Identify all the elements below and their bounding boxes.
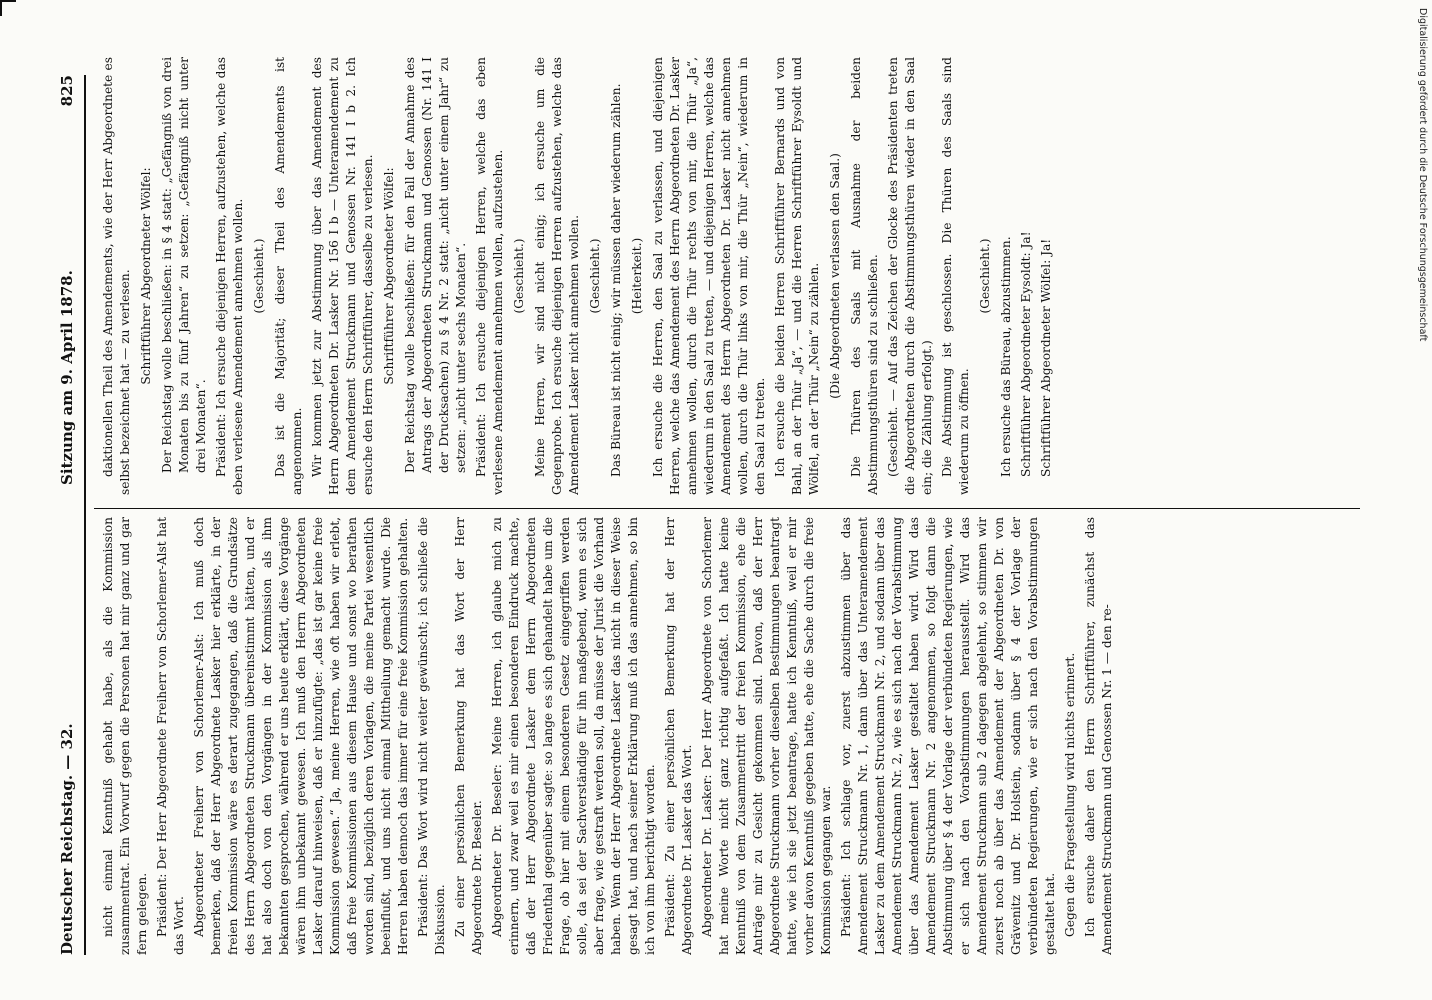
running-header xyxy=(50,75,86,955)
paragraph: Gegen die Fragestellung wird nichts erinnert. xyxy=(1063,652,1077,937)
motion-text: Der Reichstag wolle beschließen: für den Fall der Annahme des Antrags der Abgeordneten Struckmann und Genossen (Nr. 141 I der Drucksachen) zu § 4 Nr. 2 statt: „nicht unter einem Jahr“ zu setzen: „nicht unter sechs Monaten“. xyxy=(403,57,468,473)
stage-note: (Geschieht.) xyxy=(252,238,266,314)
paragraph: Präsident: Ich schlage vor, zuerst abzustimmen über das Amendement Struckmann Nr. 1, dann über das Unteramendement Lasker zu dem Amendement Struckmann Nr. 2, und sodann über das Amendement Struckmann Nr. 2, wie es sich nach der Vorabstimmung über das Amendement Lasker gestaltet haben wird. Wird das Amendement Struckmann Nr. 2 angenommen, so folgt dann die Abstimmung über § 4 der Vorlage der verbündeten Regierungen, wie er sich nach den Vorabstimmungen herausstellt. Wird das Amendement Struckmann sub 2 dagegen abgelehnt, so stimmen wir zuerst noch ab über das Amendement der Abgeordneten Dr. von Grävenitz und Dr. Holstein, sodann über § 4 der Vorlage der verbündeten Regierungen, wie er sich nach den Vorabstimmungen gestaltet hat. xyxy=(839,517,1057,955)
paragraph: Abgeordneter Dr. Lasker: Der Herr Abgeordnete von Schorlemer hat meine Worte nicht ganz richtig aufgefaßt. Ich hatte keine Kenntniß von dem Zusammentritt der freien Kommission, ehe die Anträge mir zu Gesicht gekommen sind. Davon, daß der Herr Abgeordnete Struckmann vorher dieselben Bestimmungen beantragt hatte, wie ich sie jetzt beantrage, hatte ich Kenntniß, weil er mir vorher davon Kenntniß gegeben hatte, ehe die Sache durch die freie Kommission gegangen war. xyxy=(700,517,833,955)
paragraph: Wir kommen jetzt zur Abstimmung über das Amendement des Herrn Abgeordneten Dr. Lasker Nr. 156 I b — Unteramendement zu dem Amendement Struckmann und Genossen Nr. 141 I b 2. Ich ersuche den Herrn Schriftführer, dasselbe zu verlesen. xyxy=(310,57,375,495)
stage-note: (Geschieht.) xyxy=(588,238,602,314)
paragraph: Meine Herren, wir sind nicht einig; ich ersuche um die Gegenprobe. Ich ersuche diejenigen Herren aufzustehen, welche das Amendement Lasker nicht annehmen wollen. xyxy=(533,57,581,495)
paragraph: Abgeordneter Freiherr von Schorlemer-Alst: Ich muß doch bemerken, daß der Herr Abgeordnete Lasker hier erklärte, in der freien Kommission wäre es derart zugegangen, daß die Grundsätze des Herrn Abgeordneten Struckmann übereinstimmt hätten, und er hat also doch von den Vorgängen in der Kommission als ihm bekannten gesprochen, während er uns heute erklärt, diese Vorgänge wären ihm unbekannt gewesen. Ich muß den Herrn Abgeordneten Lasker darauf hinweisen, daß er hinzufügte: „das ist gar keine freie Kommission gewesen.“ Ja, meine Herren, wie oft haben wir erlebt, daß freie Kommissionen aus diesem Hause und sonst wo berathen worden sind, bezüglich deren Vorlagen, die meine Partei wesentlich beeinflußt, und uns nicht einmal Mittheilung gemacht wurde. Die Herren haben dennoch das immer für eine freie Kommission gehalten. xyxy=(192,517,410,955)
paragraph: daktionellen Theil des Amendements, wie der Herr Abgeordnete es selbst bezeichnet hat — zu verlesen. xyxy=(101,57,132,495)
paragraph: Abgeordneter Dr. Beseler: Meine Herren, ich glaube mich zu erinnern, und zwar weil es mir einen besonderen Eindruck machte, daß der Herr Abgeordnete Lasker dem Herrn Abgeordneten Friedenthal gegenüber sagte: so lange es sich gehandelt habe um die Frage, ob hier mit einem besonderen Gesetz eingegriffen werden solle, da sei der Sachverständige für ihn maßgebend, wenn es sich aber frage, wie gestraft werden soll, da müsse der Jurist die Vorhand haben. Wenn der Herr Abgeordnete Lasker das nicht in dieser Weise gesagt hat, und nach seiner Erklärung muß ich das annehmen, so bin ich von ihm berichtigt worden. xyxy=(490,517,657,955)
paragraph: Die Thüren des Saals mit Ausnahme der beiden Abstimmungsthüren sind zu schließen. xyxy=(849,57,880,495)
motion-text: Der Reichstag wolle beschließen: in § 4 statt: „Gefängniß von drei Monaten bis zu fünf Jahren“ zu setzen: „Gefängniß nicht unter drei Monaten“. xyxy=(160,57,208,473)
paragraph: Schriftführer Abgeordneter Eysoldt: Ja! xyxy=(1019,231,1033,477)
paragraph: Schriftführer Abgeordneter Wölfel: Ja! xyxy=(1039,238,1053,477)
paragraph: Das Büreau ist nicht einig; wir müssen daher wiederum zählen. xyxy=(609,83,623,477)
stage-note: (Geschieht.) xyxy=(978,238,992,314)
paragraph: Die Abstimmung ist geschlossen. Die Thüren des Saals sind wiederum zu öffnen. xyxy=(940,57,971,495)
header-page-number: 825 xyxy=(58,75,76,107)
paragraph: Ich ersuche das Büreau, abzustimmen. xyxy=(999,236,1013,477)
paragraph: Ich ersuche daher den Herrn Schriftführer, zunächst das Amendement Struckmann und Genossen Nr. 1 — den re- xyxy=(1083,517,1114,955)
stage-note: (Geschieht.) xyxy=(512,238,526,314)
stage-note: (Heiterkeit.) xyxy=(630,237,644,315)
header-publication: Deutscher Reichstag. — 32. xyxy=(58,723,76,955)
header-session: Sitzung am 9. April 1878. xyxy=(58,270,76,485)
paragraph: Ich ersuche die beiden Herren Schriftführer Bernards und von Bahl, an der Thür „Ja“, — und die Herren Schriftführer Eysoldt und Wölfel, an der Thür „Nein“ zu zählen. xyxy=(773,57,821,495)
right-column xyxy=(100,57,1370,495)
paragraph: Präsident: Ich ersuche diejenigen Herren, aufzustehen, welche das eben verlesene Amendement annehmen wollen. xyxy=(214,57,245,495)
column-divider xyxy=(94,508,1360,509)
paragraph: Präsident: Der Herr Abgeordnete Freiherr von Schorlemer-Alst hat das Wort. xyxy=(155,517,186,955)
paragraph: Präsident: Das Wort wird nicht weiter gewünscht; ich schließe die Diskussion. xyxy=(416,517,447,955)
digitization-credit xyxy=(1414,8,1432,598)
stage-note: (Die Abgeordneten verlassen den Saal.) xyxy=(828,153,842,399)
paragraph: Präsident: Zu einer persönlichen Bemerkung hat der Herr Abgeordnete Dr. Lasker das Wort. xyxy=(663,517,694,955)
credit-text: Digitalisierung gefördert durch die Deutsche Forschungsgemeinschaft xyxy=(1417,8,1428,342)
paragraph: nicht einmal Kenntniß gehabt habe, als die Kommission zusammentrat. Ein Vorwurf gegen die Personen hat mir ganz und gar fern gelegen. xyxy=(101,517,149,955)
paragraph: Das ist die Majorität; dieser Theil des Amendements ist angenommen. xyxy=(273,57,304,495)
page-corner-mark xyxy=(0,0,16,16)
speaker-line: Schriftführer Abgeordneter Wölfel: xyxy=(382,167,396,385)
left-column xyxy=(100,517,1370,955)
paragraph: (Geschieht. — Auf das Zeichen der Glocke des Präsidenten treten die Abgeordneten durch die Abstimmungsthüren wieder in den Saal ein; die Zählung erfolgt.) xyxy=(886,57,934,495)
speaker-line: Schriftführer Abgeordneter Wölfel: xyxy=(139,167,153,385)
paragraph: Ich ersuche die Herren, den Saal zu verlassen, und diejenigen Herren, welche das Amendement des Herrn Abgeordneten Dr. Lasker annehmen wollen, durch die Thür rechts von mir, die Thür „Ja“, wiederum in den Saal zu treten, — und diejenigen Herren, welche das Amendement des Herrn Abgeordneten Dr. Lasker nicht annehmen wollen, durch die Thür links von mir, die Thür „Nein“, wiederum in den Saal zu treten. xyxy=(651,57,767,495)
rotated-sheet xyxy=(50,35,1380,975)
paragraph: Präsident: Ich ersuche diejenigen Herren, welche das eben verlesene Amendement annehmen wollen, aufzustehen. xyxy=(474,57,505,495)
paragraph: Zu einer persönlichen Bemerkung hat das Wort der Herr Abgeordnete Dr. Beseler. xyxy=(453,517,484,955)
